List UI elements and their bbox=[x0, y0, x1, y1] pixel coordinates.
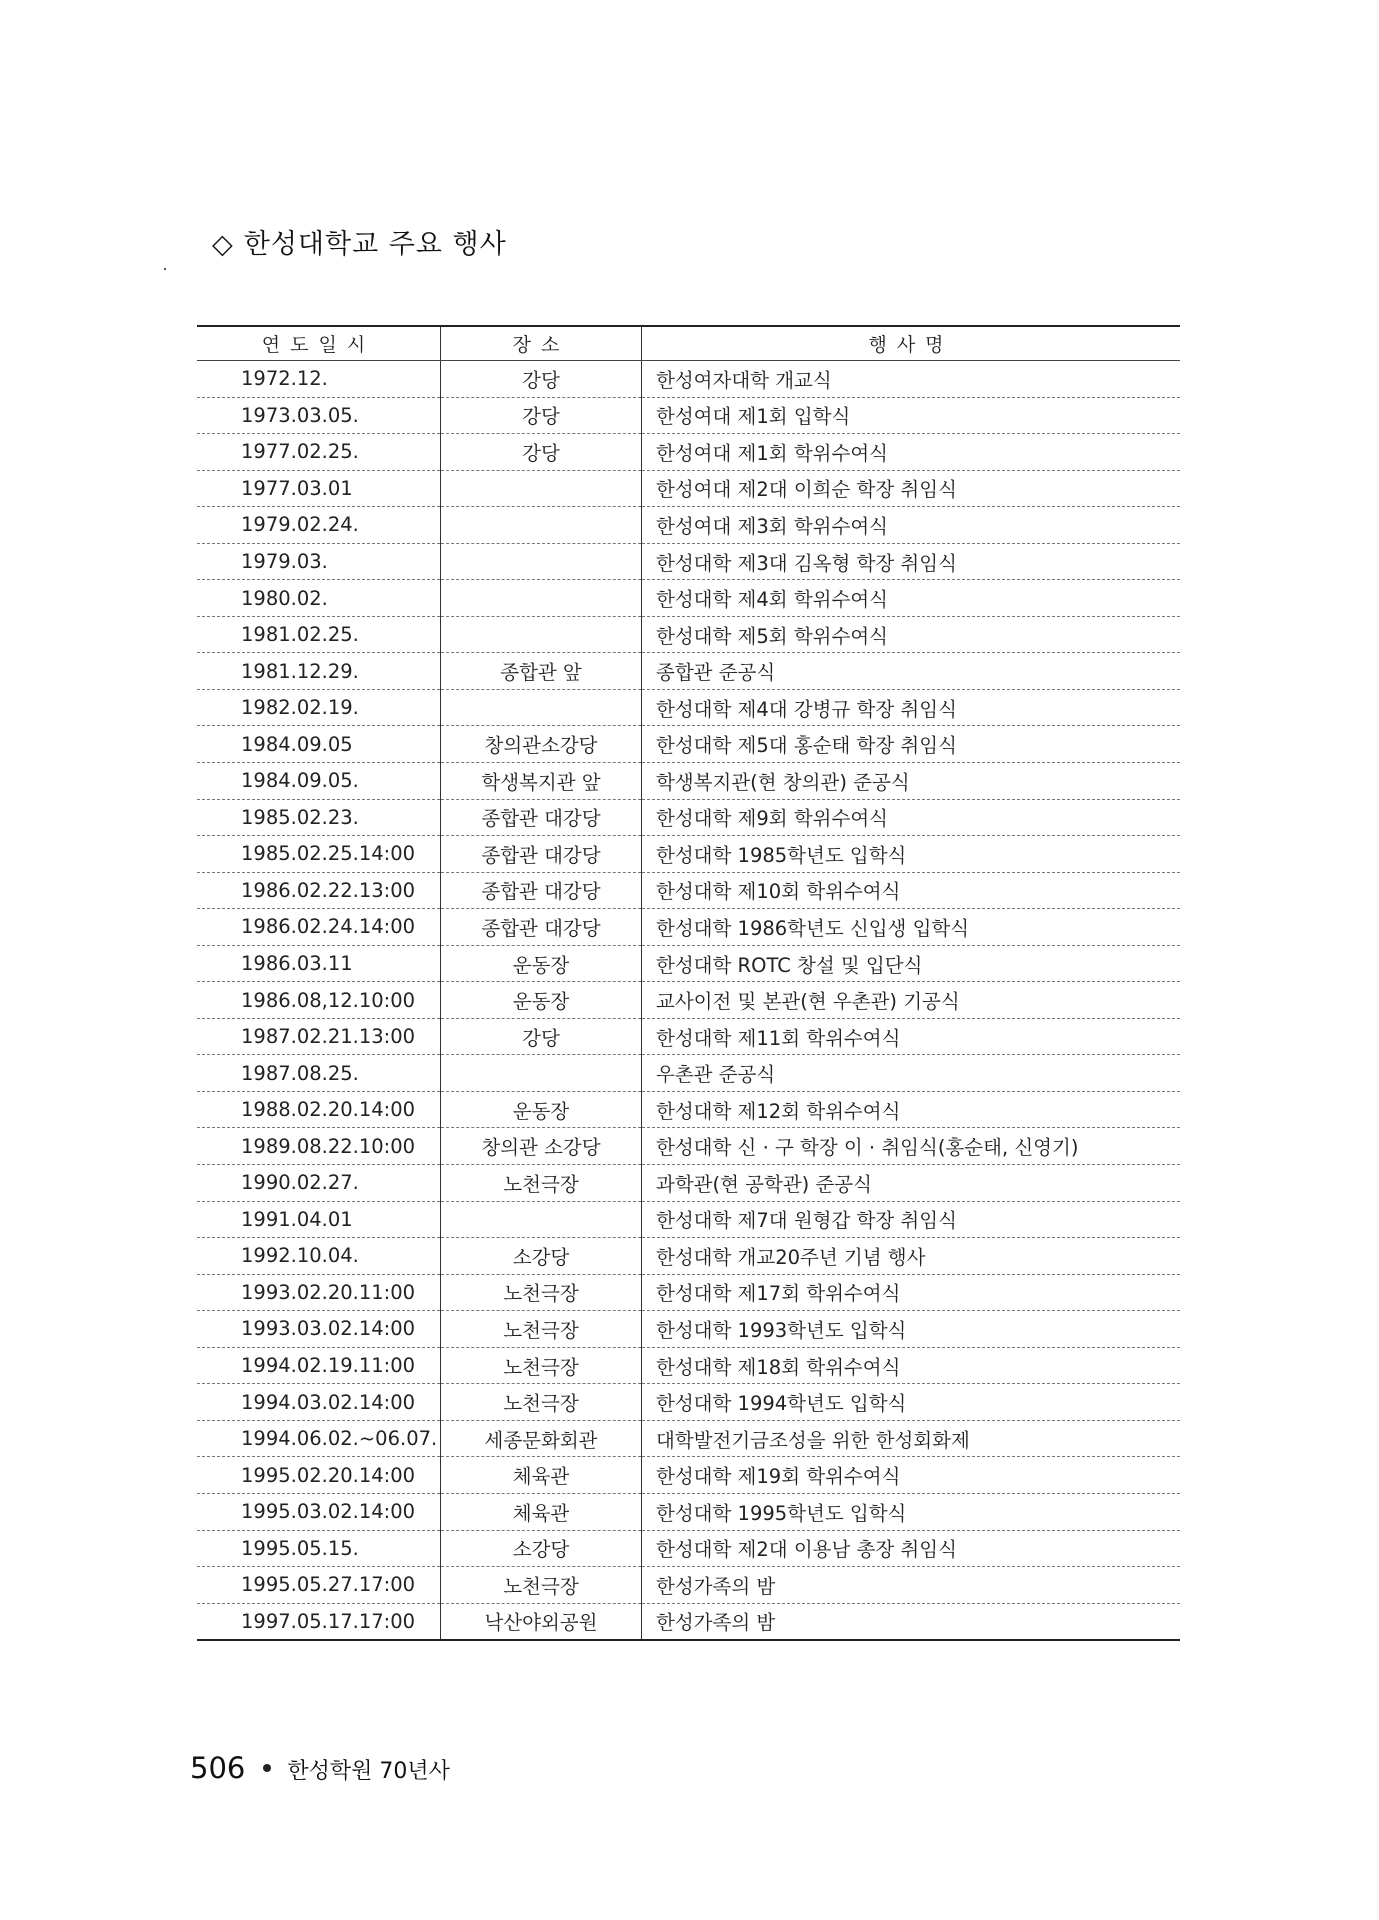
table-row bbox=[197, 616, 1180, 653]
cell-event: 한성대학 ROTC 창설 및 입단식 bbox=[642, 945, 1181, 982]
table-row bbox=[197, 397, 1180, 434]
table-row bbox=[197, 1128, 1180, 1165]
cell-date: 1977.03.01 bbox=[197, 470, 441, 507]
cell-date: 1981.02.25. bbox=[197, 616, 441, 653]
table-row bbox=[197, 1091, 1180, 1128]
cell-date: 1994.02.19.11:00 bbox=[197, 1347, 441, 1384]
table-row bbox=[197, 470, 1180, 507]
cell-date: 1979.02.24. bbox=[197, 507, 441, 544]
cell-place: 노천극장 bbox=[441, 1311, 642, 1348]
cell-date: 1997.05.17.17:00 bbox=[197, 1603, 441, 1640]
header-date: 연도일시 bbox=[197, 326, 441, 361]
cell-place: 종합관 대강당 bbox=[441, 799, 642, 836]
cell-event: 한성대학 제12회 학위수여식 bbox=[642, 1091, 1181, 1128]
cell-place: 노천극장 bbox=[441, 1567, 642, 1604]
cell-event: 한성대학 제7대 원형갑 학장 취임식 bbox=[642, 1201, 1181, 1238]
cell-date: 1984.09.05. bbox=[197, 763, 441, 800]
cell-date: 1993.02.20.11:00 bbox=[197, 1274, 441, 1311]
cell-event: 교사이전 및 본관(현 우촌관) 기공식 bbox=[642, 982, 1181, 1019]
table-row bbox=[197, 361, 1180, 398]
cell-place: 낙산야외공원 bbox=[441, 1603, 642, 1640]
cell-event: 한성대학 1986학년도 신입생 입학식 bbox=[642, 909, 1181, 946]
cell-place: 강당 bbox=[441, 361, 642, 398]
cell-date: 1977.02.25. bbox=[197, 434, 441, 471]
page-footer bbox=[190, 1751, 450, 1785]
cell-event: 한성대학 1994학년도 입학식 bbox=[642, 1384, 1181, 1421]
table-row bbox=[197, 580, 1180, 617]
cell-place bbox=[441, 616, 642, 653]
cell-place: 종합관 대강당 bbox=[441, 836, 642, 873]
cell-event: 한성대학 제19회 학위수여식 bbox=[642, 1457, 1181, 1494]
cell-place bbox=[441, 543, 642, 580]
cell-event: 학생복지관(현 창의관) 준공식 bbox=[642, 763, 1181, 800]
cell-event: 한성여대 제2대 이희순 학장 취임식 bbox=[642, 470, 1181, 507]
cell-event: 한성여대 제1회 입학식 bbox=[642, 397, 1181, 434]
table-row bbox=[197, 982, 1180, 1019]
cell-date: 1979.03. bbox=[197, 543, 441, 580]
cell-place bbox=[441, 507, 642, 544]
cell-date: 1994.03.02.14:00 bbox=[197, 1384, 441, 1421]
cell-event: 한성대학 제2대 이용남 총장 취임식 bbox=[642, 1530, 1181, 1567]
cell-place: 세종문화회관 bbox=[441, 1420, 642, 1457]
cell-event: 한성대학 1995학년도 입학식 bbox=[642, 1493, 1181, 1530]
cell-date: 1993.03.02.14:00 bbox=[197, 1311, 441, 1348]
cell-event: 한성대학 개교20주년 기념 행사 bbox=[642, 1238, 1181, 1275]
cell-event: 한성대학 신 · 구 학장 이 · 취임식(홍순태, 신영기) bbox=[642, 1128, 1181, 1165]
section-title bbox=[212, 222, 507, 261]
cell-place bbox=[441, 580, 642, 617]
cell-date: 1991.04.01 bbox=[197, 1201, 441, 1238]
cell-place: 노천극장 bbox=[441, 1384, 642, 1421]
table-row bbox=[197, 1201, 1180, 1238]
cell-event: 과학관(현 공학관) 준공식 bbox=[642, 1165, 1181, 1202]
cell-event: 한성여대 제1회 학위수여식 bbox=[642, 434, 1181, 471]
cell-date: 1995.05.15. bbox=[197, 1530, 441, 1567]
cell-place: 노천극장 bbox=[441, 1165, 642, 1202]
cell-place: 운동장 bbox=[441, 1091, 642, 1128]
table-row bbox=[197, 1347, 1180, 1384]
cell-place: 노천극장 bbox=[441, 1274, 642, 1311]
cell-place bbox=[441, 470, 642, 507]
cell-date: 1980.02. bbox=[197, 580, 441, 617]
cell-place: 강당 bbox=[441, 397, 642, 434]
cell-event: 한성가족의 밤 bbox=[642, 1603, 1181, 1640]
cell-event: 한성가족의 밤 bbox=[642, 1567, 1181, 1604]
cell-date: 1986.08,12.10:00 bbox=[197, 982, 441, 1019]
table-row bbox=[197, 1603, 1180, 1640]
cell-event: 한성대학 제4대 강병규 학장 취임식 bbox=[642, 689, 1181, 726]
cell-date: 1982.02.19. bbox=[197, 689, 441, 726]
cell-date: 1995.05.27.17:00 bbox=[197, 1567, 441, 1604]
table-row bbox=[197, 909, 1180, 946]
page-number: 506 bbox=[190, 1751, 246, 1785]
cell-date: 1987.02.21.13:00 bbox=[197, 1018, 441, 1055]
cell-place bbox=[441, 1055, 642, 1092]
table-row bbox=[197, 763, 1180, 800]
cell-date: 1989.08.22.10:00 bbox=[197, 1128, 441, 1165]
header-place: 장소 bbox=[441, 326, 642, 361]
table-row bbox=[197, 1420, 1180, 1457]
cell-date: 1981.12.29. bbox=[197, 653, 441, 690]
cell-place bbox=[441, 1201, 642, 1238]
cell-date: 1995.02.20.14:00 bbox=[197, 1457, 441, 1494]
table-row bbox=[197, 1530, 1180, 1567]
cell-event: 한성대학 제4회 학위수여식 bbox=[642, 580, 1181, 617]
cell-place: 창의관 소강당 bbox=[441, 1128, 642, 1165]
table-row bbox=[197, 653, 1180, 690]
table-row bbox=[197, 872, 1180, 909]
cell-place: 체육관 bbox=[441, 1457, 642, 1494]
cell-event: 한성대학 제5대 홍순태 학장 취임식 bbox=[642, 726, 1181, 763]
cell-place: 강당 bbox=[441, 1018, 642, 1055]
table-row bbox=[197, 1238, 1180, 1275]
cell-event: 한성대학 제11회 학위수여식 bbox=[642, 1018, 1181, 1055]
cell-place: 강당 bbox=[441, 434, 642, 471]
events-table bbox=[197, 325, 1180, 1641]
table-row bbox=[197, 726, 1180, 763]
cell-event: 대학발전기금조성을 위한 한성회화제 bbox=[642, 1420, 1181, 1457]
cell-date: 1986.03.11 bbox=[197, 945, 441, 982]
cell-event: 한성대학 제3대 김옥형 학장 취임식 bbox=[642, 543, 1181, 580]
cell-event: 한성대학 제9회 학위수여식 bbox=[642, 799, 1181, 836]
cell-place: 종합관 대강당 bbox=[441, 872, 642, 909]
cell-place: 운동장 bbox=[441, 945, 642, 982]
table-row bbox=[197, 1274, 1180, 1311]
cell-place: 창의관소강당 bbox=[441, 726, 642, 763]
table-row bbox=[197, 1311, 1180, 1348]
cell-date: 1988.02.20.14:00 bbox=[197, 1091, 441, 1128]
cell-place: 소강당 bbox=[441, 1238, 642, 1275]
cell-event: 한성대학 제18회 학위수여식 bbox=[642, 1347, 1181, 1384]
table-row bbox=[197, 799, 1180, 836]
header-event: 행사명 bbox=[642, 326, 1181, 361]
cell-date: 1986.02.24.14:00 bbox=[197, 909, 441, 946]
table-row bbox=[197, 1165, 1180, 1202]
table-row bbox=[197, 1493, 1180, 1530]
cell-place: 소강당 bbox=[441, 1530, 642, 1567]
stray-dot bbox=[164, 268, 166, 270]
cell-date: 1995.03.02.14:00 bbox=[197, 1493, 441, 1530]
table-row bbox=[197, 543, 1180, 580]
cell-place: 체육관 bbox=[441, 1493, 642, 1530]
table-row bbox=[197, 1457, 1180, 1494]
cell-event: 한성대학 제10회 학위수여식 bbox=[642, 872, 1181, 909]
table-row bbox=[197, 945, 1180, 982]
cell-date: 1985.02.25.14:00 bbox=[197, 836, 441, 873]
cell-event: 종합관 준공식 bbox=[642, 653, 1181, 690]
table-row bbox=[197, 836, 1180, 873]
cell-place: 종합관 앞 bbox=[441, 653, 642, 690]
cell-event: 한성대학 1985학년도 입학식 bbox=[642, 836, 1181, 873]
cell-date: 1984.09.05 bbox=[197, 726, 441, 763]
cell-date: 1994.06.02.~06.07. bbox=[197, 1420, 441, 1457]
section-title-text: 한성대학교 주요 행사 bbox=[243, 229, 507, 260]
table-header-row bbox=[197, 326, 1180, 361]
cell-event: 한성대학 제5회 학위수여식 bbox=[642, 616, 1181, 653]
cell-event: 한성대학 제17회 학위수여식 bbox=[642, 1274, 1181, 1311]
table-row bbox=[197, 434, 1180, 471]
cell-event: 한성여자대학 개교식 bbox=[642, 361, 1181, 398]
table-row bbox=[197, 1018, 1180, 1055]
cell-date: 1990.02.27. bbox=[197, 1165, 441, 1202]
cell-date: 1986.02.22.13:00 bbox=[197, 872, 441, 909]
table-row bbox=[197, 689, 1180, 726]
cell-place: 운동장 bbox=[441, 982, 642, 1019]
table-row bbox=[197, 507, 1180, 544]
cell-place: 학생복지관 앞 bbox=[441, 763, 642, 800]
cell-date: 1987.08.25. bbox=[197, 1055, 441, 1092]
cell-date: 1972.12. bbox=[197, 361, 441, 398]
table-row bbox=[197, 1384, 1180, 1421]
cell-date: 1992.10.04. bbox=[197, 1238, 441, 1275]
cell-event: 한성대학 1993학년도 입학식 bbox=[642, 1311, 1181, 1348]
cell-event: 우촌관 준공식 bbox=[642, 1055, 1181, 1092]
cell-date: 1973.03.05. bbox=[197, 397, 441, 434]
cell-place bbox=[441, 689, 642, 726]
bullet-icon bbox=[263, 1764, 271, 1772]
cell-place: 종합관 대강당 bbox=[441, 909, 642, 946]
diamond-icon: ◇ bbox=[212, 229, 234, 260]
book-title: 한성학원 70년사 bbox=[287, 1759, 450, 1784]
table-row bbox=[197, 1055, 1180, 1092]
cell-place: 노천극장 bbox=[441, 1347, 642, 1384]
cell-date: 1985.02.23. bbox=[197, 799, 441, 836]
cell-event: 한성여대 제3회 학위수여식 bbox=[642, 507, 1181, 544]
table-row bbox=[197, 1567, 1180, 1604]
